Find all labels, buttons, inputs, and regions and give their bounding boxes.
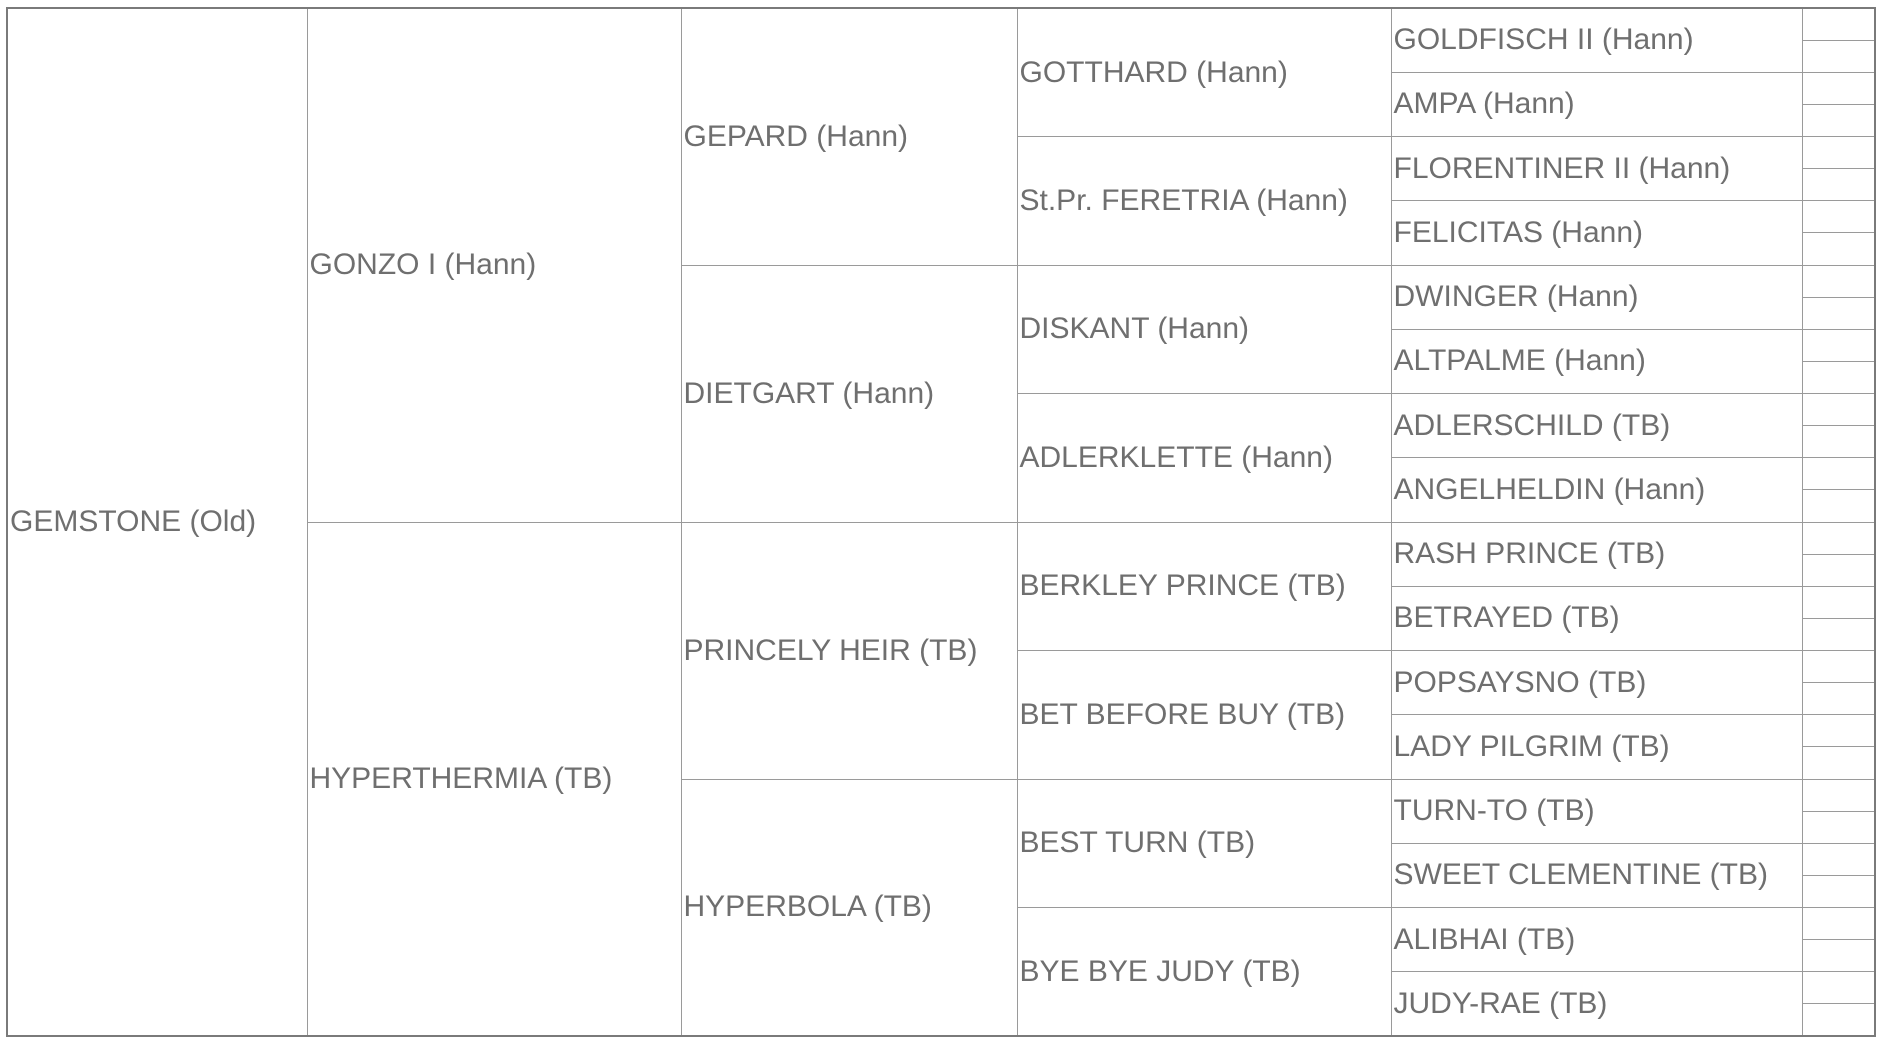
pedigree-cell-gen6-empty (1802, 458, 1875, 490)
pedigree-body (7, 8, 1875, 1036)
pedigree-cell-gen6-empty (1802, 747, 1875, 779)
pedigree-cell-gen5-dam: ALTPALME (Hann) (1391, 329, 1802, 393)
pedigree-cell-gen3-dam: HYPERBOLA (TB) (681, 779, 1017, 1036)
pedigree-cell-gen4-sire: BERKLEY PRINCE (TB) (1017, 522, 1391, 651)
pedigree-cell-gen6-empty (1802, 104, 1875, 136)
pedigree-row (7, 8, 1875, 40)
pedigree-cell-gen4-dam: St.Pr. FERETRIA (Hann) (1017, 137, 1391, 266)
pedigree-cell-gen6-empty (1802, 715, 1875, 747)
pedigree-cell-gen6-empty (1802, 843, 1875, 875)
pedigree-cell-gen6-empty (1802, 779, 1875, 811)
pedigree-cell-gen5-sire: FLORENTINER II (Hann) (1391, 137, 1802, 201)
pedigree-cell-gen5-sire: GOLDFISCH II (Hann) (1391, 8, 1802, 72)
pedigree-cell-gen5-dam: FELICITAS (Hann) (1391, 201, 1802, 265)
pedigree-cell-gen6-empty (1802, 554, 1875, 586)
pedigree-cell-gen5-dam: AMPA (Hann) (1391, 72, 1802, 136)
pedigree-cell-gen5-sire: POPSAYSNO (TB) (1391, 651, 1802, 715)
pedigree-cell-gen3-sire: GEPARD (Hann) (681, 8, 1017, 265)
pedigree-cell-gen6-empty (1802, 40, 1875, 72)
pedigree-cell-gen4-sire: DISKANT (Hann) (1017, 265, 1391, 394)
pedigree-cell-gen4-sire: GOTTHARD (Hann) (1017, 8, 1391, 137)
pedigree-cell-gen6-empty (1802, 972, 1875, 1004)
pedigree-cell-gen5-sire: ALIBHAI (TB) (1391, 908, 1802, 972)
pedigree-cell-gen6-empty (1802, 72, 1875, 104)
pedigree-cell-gen5-dam: BETRAYED (TB) (1391, 586, 1802, 650)
pedigree-cell-gen5-dam: ANGELHELDIN (Hann) (1391, 458, 1802, 522)
pedigree-cell-gen2-dam: HYPERTHERMIA (TB) (307, 522, 681, 1036)
pedigree-cell-gen6-empty (1802, 618, 1875, 650)
pedigree-cell-gen6-empty (1802, 361, 1875, 393)
pedigree-cell-gen6-empty (1802, 265, 1875, 297)
pedigree-cell-gen4-dam: BET BEFORE BUY (TB) (1017, 651, 1391, 780)
pedigree-cell-gen5-dam: SWEET CLEMENTINE (TB) (1391, 843, 1802, 907)
pedigree-cell-gen6-empty (1802, 940, 1875, 972)
pedigree-cell-gen5-dam: LADY PILGRIM (TB) (1391, 715, 1802, 779)
pedigree-cell-gen1-subject: GEMSTONE (Old) (7, 8, 307, 1036)
pedigree-cell-gen6-empty (1802, 683, 1875, 715)
pedigree-cell-gen5-sire: TURN-TO (TB) (1391, 779, 1802, 843)
pedigree-cell-gen6-empty (1802, 297, 1875, 329)
pedigree-cell-gen5-sire: ADLERSCHILD (TB) (1391, 394, 1802, 458)
pedigree-cell-gen5-sire: DWINGER (Hann) (1391, 265, 1802, 329)
pedigree-cell-gen2-sire: GONZO I (Hann) (307, 8, 681, 522)
pedigree-cell-gen6-empty (1802, 8, 1875, 40)
pedigree-cell-gen4-sire: BEST TURN (TB) (1017, 779, 1391, 908)
pedigree-cell-gen6-empty (1802, 426, 1875, 458)
pedigree-cell-gen6-empty (1802, 1004, 1875, 1036)
pedigree-cell-gen6-empty (1802, 201, 1875, 233)
pedigree-cell-gen5-dam: JUDY-RAE (TB) (1391, 972, 1802, 1036)
pedigree-cell-gen4-dam: BYE BYE JUDY (TB) (1017, 908, 1391, 1037)
pedigree-cell-gen6-empty (1802, 651, 1875, 683)
pedigree-cell-gen6-empty (1802, 394, 1875, 426)
pedigree-cell-gen6-empty (1802, 586, 1875, 618)
pedigree-cell-gen4-dam: ADLERKLETTE (Hann) (1017, 394, 1391, 523)
pedigree-cell-gen6-empty (1802, 908, 1875, 940)
pedigree-cell-gen6-empty (1802, 522, 1875, 554)
pedigree-cell-gen3-dam: DIETGART (Hann) (681, 265, 1017, 522)
pedigree-cell-gen6-empty (1802, 233, 1875, 265)
pedigree-cell-gen6-empty (1802, 169, 1875, 201)
pedigree-table (6, 7, 1876, 1037)
pedigree-cell-gen3-sire: PRINCELY HEIR (TB) (681, 522, 1017, 779)
pedigree-cell-gen6-empty (1802, 137, 1875, 169)
pedigree-cell-gen6-empty (1802, 811, 1875, 843)
pedigree-cell-gen6-empty (1802, 329, 1875, 361)
pedigree-cell-gen6-empty (1802, 875, 1875, 907)
pedigree-cell-gen6-empty (1802, 490, 1875, 522)
pedigree-cell-gen5-sire: RASH PRINCE (TB) (1391, 522, 1802, 586)
